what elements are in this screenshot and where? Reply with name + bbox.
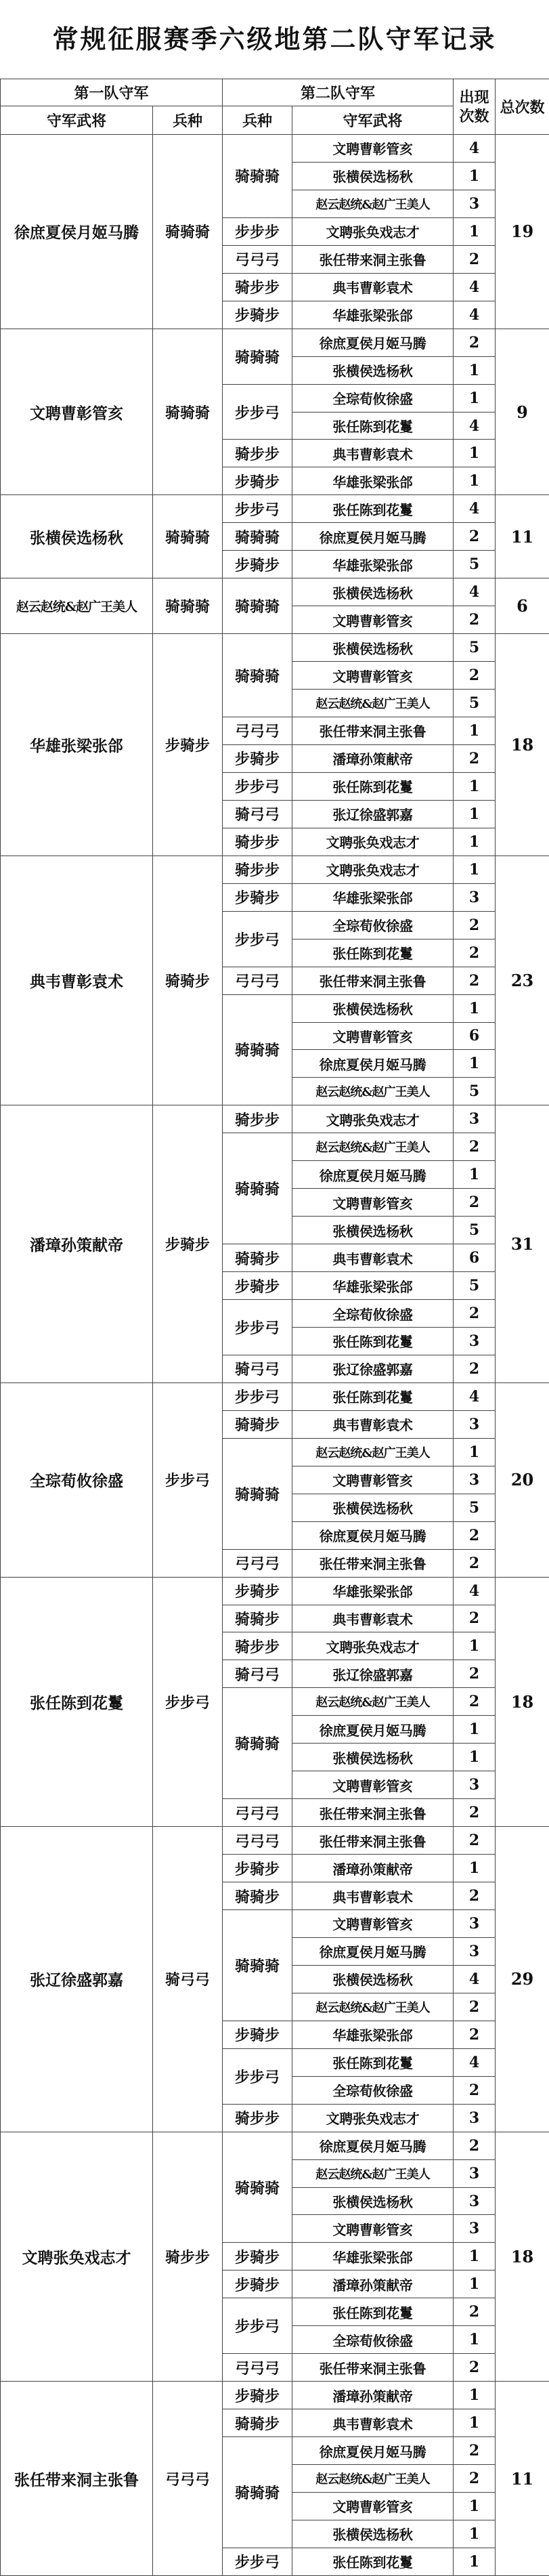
team2-general-cell: 赵云赵统&赵广王美人 <box>292 1133 454 1161</box>
count-cell: 4 <box>454 1577 496 1605</box>
total-header: 总次数 <box>496 79 549 135</box>
count-cell: 2 <box>454 2132 496 2159</box>
table-row <box>1 1382 549 1410</box>
table-row <box>1 856 549 883</box>
team2-general-cell: 华雄张梁张郃 <box>292 1272 454 1300</box>
count-cell: 1 <box>454 2520 496 2548</box>
count-cell: 1 <box>454 2243 496 2271</box>
team2-general-cell: 张横侯选杨秋 <box>292 1494 454 1521</box>
team2-unit-cell: 骑骑骑 <box>223 994 292 1105</box>
count-cell: 4 <box>454 2048 496 2076</box>
team2-general-cell: 华雄张梁张郃 <box>292 2021 454 2048</box>
count-cell: 2 <box>454 2298 496 2326</box>
team2-unit-cell: 步骑步 <box>223 2243 292 2271</box>
count-cell: 2 <box>454 1189 496 1217</box>
team2-general-cell: 张横侯选杨秋 <box>292 2520 454 2548</box>
team2-unit-cell: 步步弓 <box>223 2048 292 2104</box>
team2-general-cell: 潘璋孙策献帝 <box>292 1855 454 1882</box>
team2-general-cell: 文聘张奂戏志才 <box>292 2104 454 2132</box>
count-cell: 1 <box>454 162 496 190</box>
team1-general-cell: 徐庶夏侯月姬马腾 <box>1 135 153 329</box>
team1-general-cell: 潘璋孙策献帝 <box>1 1105 153 1383</box>
team1-unit-cell: 步骑步 <box>153 634 223 856</box>
count-cell: 4 <box>454 1965 496 1993</box>
count-cell: 1 <box>454 440 496 467</box>
count-cell: 1 <box>454 1161 496 1189</box>
team2-general-cell: 典韦曹彰袁术 <box>292 2409 454 2437</box>
count-cell: 1 <box>454 1632 496 1660</box>
count-cell: 2 <box>454 1549 496 1577</box>
count-cell: 1 <box>454 2271 496 2298</box>
team2-general-cell: 文聘张奂戏志才 <box>292 856 454 883</box>
team1-unit-cell: 骑骑骑 <box>153 135 223 329</box>
team1-unit-cell: 骑步步 <box>153 2132 223 2382</box>
team2-unit-cell: 弓弓弓 <box>223 2354 292 2382</box>
count-cell: 3 <box>454 1410 496 1438</box>
team2-unit-cell: 骑弓弓 <box>223 800 292 828</box>
count-cell: 2 <box>454 1521 496 1549</box>
team2-unit-cell: 弓弓弓 <box>223 1827 292 1855</box>
team2-general-cell: 赵云赵统&赵广王美人 <box>292 1078 454 1105</box>
count-cell: 5 <box>454 1217 496 1244</box>
team2-unit-cell: 弓弓弓 <box>223 1799 292 1827</box>
team2-general-cell: 张任陈到花鬘 <box>292 772 454 800</box>
team1-unit-header: 兵种 <box>153 106 223 135</box>
count-cell: 2 <box>454 606 496 634</box>
team2-general-cell: 张任带来洞主张鲁 <box>292 1827 454 1855</box>
team2-general-cell: 徐庶夏侯月姬马腾 <box>292 329 454 356</box>
count-cell: 5 <box>454 551 496 578</box>
page-title: 常规征服赛季六级地第二队守军记录 <box>0 0 549 79</box>
table-row <box>1 2382 549 2409</box>
team2-general-cell: 张任带来洞主张鲁 <box>292 1799 454 1827</box>
team2-unit-cell: 骑骑步 <box>223 1244 292 1272</box>
count-cell: 2 <box>454 1827 496 1855</box>
count-cell: 1 <box>454 828 496 856</box>
team2-unit-cell: 骑步步 <box>223 1632 292 1660</box>
team2-general-cell: 赵云赵统&赵广王美人 <box>292 1438 454 1466</box>
team2-general-cell: 赵云赵统&赵广王美人 <box>292 2465 454 2493</box>
team2-general-cell: 张任带来洞主张鲁 <box>292 2354 454 2382</box>
count-cell: 1 <box>454 2548 496 2575</box>
team2-general-cell: 华雄张梁张郃 <box>292 883 454 911</box>
count-cell: 1 <box>454 2326 496 2354</box>
team2-general-cell: 文聘曹彰管亥 <box>292 1910 454 1938</box>
count-cell: 2 <box>454 1799 496 1827</box>
header-row-1 <box>1 79 549 106</box>
team2-general-cell: 典韦曹彰袁术 <box>292 1410 454 1438</box>
team2-general-cell: 潘璋孙策献帝 <box>292 2382 454 2409</box>
team2-general-cell: 张横侯选杨秋 <box>292 2187 454 2215</box>
team2-unit-cell: 骑骑骑 <box>223 135 292 218</box>
team2-general-cell: 徐庶夏侯月姬马腾 <box>292 1050 454 1078</box>
team2-general-cell: 张任带来洞主张鲁 <box>292 717 454 745</box>
team1-general-cell: 张辽徐盛郭嘉 <box>1 1827 153 2132</box>
table-row <box>1 1827 549 1855</box>
team2-unit-cell: 骑骑骑 <box>223 523 292 551</box>
team2-general-cell: 华雄张梁张郃 <box>292 551 454 578</box>
team2-general-cell: 徐庶夏侯月姬马腾 <box>292 2132 454 2159</box>
team1-header: 第一队守军 <box>1 79 223 106</box>
team2-unit-cell: 步步弓 <box>223 2548 292 2575</box>
team2-unit-cell: 步步弓 <box>223 1300 292 1355</box>
team2-general-cell: 张横侯选杨秋 <box>292 1217 454 1244</box>
count-cell: 3 <box>454 1105 496 1133</box>
team2-general-cell: 文聘曹彰管亥 <box>292 2215 454 2243</box>
team2-unit-cell: 骑步步 <box>223 273 292 301</box>
team2-general-cell: 全琮荀攸徐盛 <box>292 2076 454 2104</box>
count-cell: 1 <box>454 1744 496 1771</box>
count-cell: 1 <box>454 994 496 1022</box>
team1-unit-cell: 弓弓弓 <box>153 2382 223 2576</box>
count-cell: 2 <box>454 1688 496 1716</box>
count-cell: 2 <box>454 2354 496 2382</box>
team2-unit-cell: 步骑步 <box>223 744 292 772</box>
team2-general-cell: 张横侯选杨秋 <box>292 634 454 662</box>
team2-general-cell: 徐庶夏侯月姬马腾 <box>292 523 454 551</box>
team2-general-cell: 赵云赵统&赵广王美人 <box>292 190 454 217</box>
count-cell: 2 <box>454 1993 496 2021</box>
total-cell: 20 <box>496 1382 549 1577</box>
team2-unit-cell: 骑骑步 <box>223 1605 292 1632</box>
count-cell: 4 <box>454 578 496 606</box>
count-cell: 4 <box>454 301 496 329</box>
team2-general-cell: 全琮荀攸徐盛 <box>292 384 454 412</box>
team2-general-cell: 赵云赵统&赵广王美人 <box>292 1688 454 1716</box>
team1-unit-cell: 骑弓弓 <box>153 1827 223 2132</box>
count-cell: 2 <box>454 2437 496 2465</box>
count-cell: 5 <box>454 634 496 662</box>
team2-unit-cell: 骑骑骑 <box>223 1438 292 1549</box>
team1-unit-cell: 步步弓 <box>153 1382 223 1577</box>
team2-header: 第二队守军 <box>223 79 454 106</box>
count-cell: 3 <box>454 190 496 217</box>
team2-general-cell: 典韦曹彰袁术 <box>292 1605 454 1632</box>
team2-general-cell: 华雄张梁张郃 <box>292 2243 454 2271</box>
team2-unit-cell: 骑步步 <box>223 2104 292 2132</box>
team2-general-cell: 张横侯选杨秋 <box>292 1744 454 1771</box>
count-cell: 2 <box>454 911 496 939</box>
team2-unit-cell: 骑骑骑 <box>223 634 292 717</box>
table-row <box>1 578 549 606</box>
team1-general-cell: 典韦曹彰袁术 <box>1 856 153 1105</box>
team2-unit-cell: 骑骑骑 <box>223 329 292 384</box>
count-cell: 4 <box>454 273 496 301</box>
team2-general-cell: 文聘张奂戏志才 <box>292 1105 454 1133</box>
team1-unit-cell: 步步弓 <box>153 1577 223 1827</box>
team2-unit-cell: 弓弓弓 <box>223 245 292 273</box>
total-cell: 18 <box>496 1577 549 1827</box>
count-cell: 2 <box>454 2465 496 2493</box>
count-cell: 2 <box>454 662 496 690</box>
count-cell: 1 <box>454 800 496 828</box>
team2-unit-cell: 骑骑骑 <box>223 2132 292 2243</box>
team2-unit-cell: 骑骑步 <box>223 2409 292 2437</box>
count-cell: 1 <box>454 2382 496 2409</box>
team2-unit-cell: 步骑步 <box>223 1855 292 1882</box>
count-cell: 2 <box>454 523 496 551</box>
team1-unit-cell: 骑骑骑 <box>153 578 223 634</box>
count-cell: 1 <box>454 2493 496 2520</box>
team2-unit-cell: 步步弓 <box>223 772 292 800</box>
team2-general-cell: 华雄张梁张郃 <box>292 467 454 495</box>
team2-general-cell: 潘璋孙策献帝 <box>292 2271 454 2298</box>
team2-general-cell: 张辽徐盛郭嘉 <box>292 1660 454 1688</box>
team2-general-cell: 潘璋孙策献帝 <box>292 744 454 772</box>
team1-general-cell: 张横侯选杨秋 <box>1 495 153 578</box>
count-cell: 2 <box>454 1355 496 1382</box>
team2-general-cell: 文聘张奂戏志才 <box>292 1632 454 1660</box>
team2-general-cell: 典韦曹彰袁术 <box>292 440 454 467</box>
count-cell: 5 <box>454 1494 496 1521</box>
team2-unit-cell: 弓弓弓 <box>223 717 292 745</box>
team2-general-cell: 文聘曹彰管亥 <box>292 1771 454 1799</box>
table-row <box>1 329 549 356</box>
count-cell: 6 <box>454 1022 496 1050</box>
team2-unit-cell: 骑骑步 <box>223 1410 292 1438</box>
count-cell: 1 <box>454 1050 496 1078</box>
team2-general-cell: 张任陈到花鬘 <box>292 2048 454 2076</box>
team1-general-cell: 全琮荀攸徐盛 <box>1 1382 153 1577</box>
count-cell: 1 <box>454 1438 496 1466</box>
team2-general-cell: 徐庶夏侯月姬马腾 <box>292 1937 454 1965</box>
team2-general-cell: 张横侯选杨秋 <box>292 356 454 384</box>
count-cell: 3 <box>454 1910 496 1938</box>
team2-general-cell: 张任带来洞主张鲁 <box>292 1549 454 1577</box>
team2-unit-cell: 步骑步 <box>223 2271 292 2298</box>
team2-unit-cell: 步步弓 <box>223 495 292 523</box>
total-cell: 6 <box>496 578 549 634</box>
total-cell: 18 <box>496 634 549 856</box>
team2-general-cell: 徐庶夏侯月姬马腾 <box>292 2437 454 2465</box>
team2-general-cell: 张任陈到花鬘 <box>292 495 454 523</box>
team2-unit-header: 兵种 <box>223 106 292 135</box>
team2-general-cell: 张任陈到花鬘 <box>292 1327 454 1355</box>
team2-general-cell: 张任带来洞主张鲁 <box>292 967 454 994</box>
table-body <box>1 135 549 2576</box>
team2-unit-cell: 步步弓 <box>223 1382 292 1410</box>
team2-general-cell: 张任陈到花鬘 <box>292 412 454 440</box>
team2-general-cell: 典韦曹彰袁术 <box>292 273 454 301</box>
team1-general-cell: 张任带来洞主张鲁 <box>1 2382 153 2576</box>
team2-general-cell: 文聘曹彰管亥 <box>292 1189 454 1217</box>
team2-general-cell: 张任陈到花鬘 <box>292 939 454 967</box>
count-cell: 2 <box>454 1660 496 1688</box>
team2-unit-cell: 步骑步 <box>223 301 292 329</box>
count-cell: 3 <box>454 2159 496 2187</box>
team2-general-header: 守军武将 <box>292 106 454 135</box>
team2-general-cell: 张横侯选杨秋 <box>292 578 454 606</box>
count-cell: 3 <box>454 2215 496 2243</box>
team2-unit-cell: 骑弓弓 <box>223 1660 292 1688</box>
team2-unit-cell: 弓弓弓 <box>223 1549 292 1577</box>
team2-unit-cell: 步骑步 <box>223 467 292 495</box>
total-cell: 31 <box>496 1105 549 1383</box>
team2-general-cell: 张任带来洞主张鲁 <box>292 245 454 273</box>
team2-unit-cell: 骑骑骑 <box>223 1688 292 1799</box>
count-cell: 2 <box>454 1300 496 1328</box>
count-cell: 2 <box>454 967 496 994</box>
team1-general-header: 守军武将 <box>1 106 153 135</box>
team2-general-cell: 赵云赵统&赵广王美人 <box>292 1993 454 2021</box>
team2-general-cell: 文聘张奂戏志才 <box>292 828 454 856</box>
table-row <box>1 135 549 163</box>
count-cell: 2 <box>454 245 496 273</box>
count-cell: 3 <box>454 2187 496 2215</box>
team2-unit-cell: 步步弓 <box>223 384 292 440</box>
team2-general-cell: 张横侯选杨秋 <box>292 994 454 1022</box>
team1-unit-cell: 骑骑步 <box>153 856 223 1105</box>
total-cell: 19 <box>496 135 549 329</box>
table-row <box>1 1577 549 1605</box>
count-cell: 3 <box>454 1771 496 1799</box>
team2-unit-cell: 步步步 <box>223 217 292 245</box>
team2-general-cell: 华雄张梁张郃 <box>292 301 454 329</box>
count-cell: 1 <box>454 356 496 384</box>
team2-general-cell: 徐庶夏侯月姬马腾 <box>292 1521 454 1549</box>
team2-general-cell: 张任陈到花鬘 <box>292 1382 454 1410</box>
team2-unit-cell: 步步弓 <box>223 2298 292 2354</box>
team2-unit-cell: 步骑步 <box>223 2021 292 2048</box>
count-cell: 3 <box>454 1327 496 1355</box>
team2-general-cell: 徐庶夏侯月姬马腾 <box>292 1716 454 1744</box>
total-cell: 29 <box>496 1827 549 2132</box>
count-cell: 3 <box>454 2104 496 2132</box>
count-cell: 4 <box>454 1382 496 1410</box>
count-cell: 1 <box>454 772 496 800</box>
team2-general-cell: 文聘曹彰管亥 <box>292 606 454 634</box>
count-cell: 1 <box>454 1716 496 1744</box>
total-cell: 11 <box>496 2382 549 2576</box>
team1-general-cell: 赵云赵统&赵广王美人 <box>1 578 153 634</box>
count-cell: 5 <box>454 690 496 717</box>
count-cell: 2 <box>454 329 496 356</box>
team2-unit-cell: 步骑步 <box>223 1272 292 1300</box>
team2-general-cell: 全琮荀攸徐盛 <box>292 911 454 939</box>
team2-unit-cell: 骑骑骑 <box>223 1910 292 2021</box>
total-cell: 23 <box>496 856 549 1105</box>
count-cell: 1 <box>454 217 496 245</box>
count-cell: 5 <box>454 1272 496 1300</box>
count-cell: 2 <box>454 1133 496 1161</box>
team1-unit-cell: 骑骑骑 <box>153 495 223 578</box>
team2-unit-cell: 步步弓 <box>223 911 292 967</box>
team2-unit-cell: 骑骑骑 <box>223 578 292 634</box>
count-cell: 3 <box>454 1466 496 1494</box>
count-cell: 2 <box>454 2021 496 2048</box>
team2-unit-cell: 骑步步 <box>223 440 292 467</box>
team2-general-cell: 徐庶夏侯月姬马腾 <box>292 1161 454 1189</box>
count-cell: 1 <box>454 2409 496 2437</box>
count-cell: 4 <box>454 135 496 163</box>
table-row <box>1 495 549 523</box>
count-cell: 5 <box>454 1078 496 1105</box>
team2-general-cell: 张辽徐盛郭嘉 <box>292 800 454 828</box>
count-cell: 3 <box>454 883 496 911</box>
team1-unit-cell: 步骑步 <box>153 1105 223 1383</box>
count-cell: 1 <box>454 467 496 495</box>
team2-unit-cell: 步骑步 <box>223 551 292 578</box>
count-cell: 3 <box>454 1937 496 1965</box>
count-cell: 1 <box>454 384 496 412</box>
count-cell: 6 <box>454 1244 496 1272</box>
table-row <box>1 2132 549 2159</box>
team2-unit-cell: 骑弓弓 <box>223 1355 292 1382</box>
team2-general-cell: 全琮荀攸徐盛 <box>292 1300 454 1328</box>
team2-general-cell: 文聘曹彰管亥 <box>292 2493 454 2520</box>
count-cell: 1 <box>454 1855 496 1882</box>
team1-general-cell: 张任陈到花鬘 <box>1 1577 153 1827</box>
team1-general-cell: 文聘张奂戏志才 <box>1 2132 153 2382</box>
team2-unit-cell: 骑骑骑 <box>223 1133 292 1244</box>
total-cell: 9 <box>496 329 549 495</box>
total-cell: 11 <box>496 495 549 578</box>
count-cell: 2 <box>454 1882 496 1910</box>
team2-general-cell: 文聘张奂戏志才 <box>292 217 454 245</box>
team2-unit-cell: 弓弓弓 <box>223 967 292 994</box>
team2-unit-cell: 步骑步 <box>223 2382 292 2409</box>
team2-unit-cell: 骑骑步 <box>223 1882 292 1910</box>
table-row <box>1 1105 549 1133</box>
team2-unit-cell: 骑步步 <box>223 828 292 856</box>
count-cell: 4 <box>454 495 496 523</box>
team2-general-cell: 张任陈到花鬘 <box>292 2298 454 2326</box>
team2-general-cell: 全琮荀攸徐盛 <box>292 2326 454 2354</box>
team2-general-cell: 张任陈到花鬘 <box>292 2548 454 2575</box>
count-cell: 1 <box>454 856 496 883</box>
team1-general-cell: 文聘曹彰管亥 <box>1 329 153 495</box>
count-cell: 2 <box>454 2076 496 2104</box>
team2-unit-cell: 骑骑骑 <box>223 2437 292 2548</box>
defender-record-table <box>0 79 549 2576</box>
count-cell: 2 <box>454 744 496 772</box>
count-header <box>454 79 496 135</box>
team2-general-cell: 典韦曹彰袁术 <box>292 1882 454 1910</box>
table-row <box>1 634 549 662</box>
team1-unit-cell: 骑骑骑 <box>153 329 223 495</box>
count-header-text: 出现次数 <box>458 88 491 126</box>
team2-general-cell: 赵云赵统&赵广王美人 <box>292 690 454 717</box>
team2-general-cell: 文聘曹彰管亥 <box>292 662 454 690</box>
team2-general-cell: 赵云赵统&赵广王美人 <box>292 2159 454 2187</box>
team1-general-cell: 华雄张梁张郃 <box>1 634 153 856</box>
team2-unit-cell: 步骑步 <box>223 883 292 911</box>
team2-general-cell: 张横侯选杨秋 <box>292 162 454 190</box>
count-cell: 1 <box>454 717 496 745</box>
team2-general-cell: 文聘曹彰管亥 <box>292 135 454 163</box>
team2-unit-cell: 步骑步 <box>223 1577 292 1605</box>
team2-general-cell: 华雄张梁张郃 <box>292 1577 454 1605</box>
team2-general-cell: 文聘曹彰管亥 <box>292 1466 454 1494</box>
team2-general-cell: 张横侯选杨秋 <box>292 1965 454 1993</box>
count-cell: 4 <box>454 412 496 440</box>
team2-unit-cell: 骑步步 <box>223 1105 292 1133</box>
count-cell: 2 <box>454 939 496 967</box>
total-cell: 18 <box>496 2132 549 2382</box>
team2-unit-cell: 骑步步 <box>223 856 292 883</box>
team2-general-cell: 张辽徐盛郭嘉 <box>292 1355 454 1382</box>
count-cell: 2 <box>454 1605 496 1632</box>
team2-general-cell: 典韦曹彰袁术 <box>292 1244 454 1272</box>
team2-general-cell: 文聘曹彰管亥 <box>292 1022 454 1050</box>
